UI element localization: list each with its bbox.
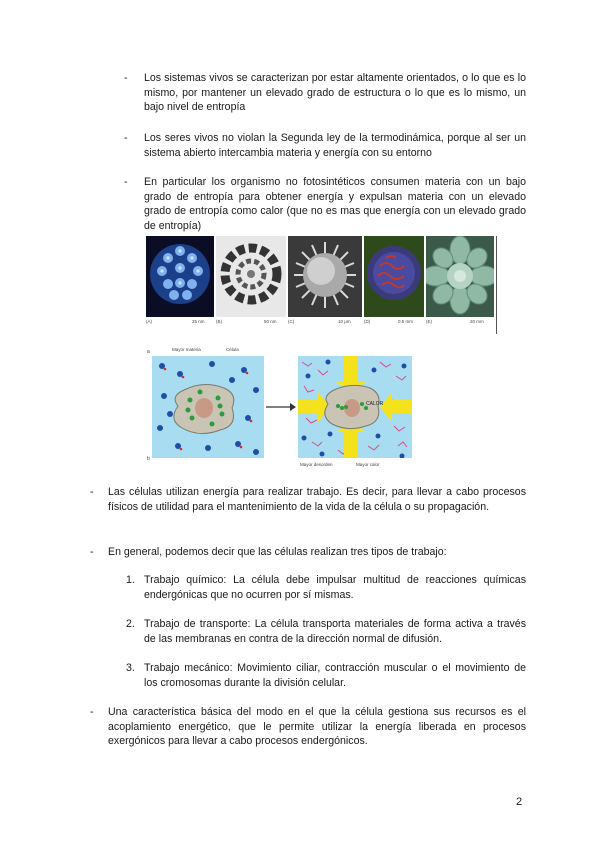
pollen-image bbox=[288, 236, 362, 317]
bullet-text-entropy: Los sistemas vivos se caracterizan por estar altamente orientados, o lo que es lo mismo, por mantener un elevado grado de estructura o lo que es lo mismo, un bajo nivel de entropía bbox=[144, 72, 526, 114]
virus-capsid-image bbox=[146, 236, 214, 317]
caption-letter: (E) bbox=[426, 319, 432, 324]
bullet-text-second-law: Los seres vivos no violan la Segunda ley de la termodinámica, porque al ser un sistema abierto intercambia materia y energía con su entorno bbox=[144, 132, 526, 159]
bullet-text-energy-coupling: Una característica básica del modo en el que la célula gestiona sus recursos es el acoplamiento energético, que le permite utilizar la energía liberada en procesos exergónicos para llevar a cabo procesos endergónicos. bbox=[108, 706, 526, 748]
bullet-dash: - bbox=[90, 706, 94, 718]
photo-pollen-grain bbox=[288, 236, 362, 317]
photo-ribosome-ring bbox=[216, 236, 286, 317]
bullet-text-three-work-types: En general, podemos decir que las células realizan tres tipos de trabajo: bbox=[108, 546, 447, 558]
bullet-dash: - bbox=[124, 176, 128, 188]
label-celula: Célula bbox=[226, 347, 239, 352]
bullet-dash: - bbox=[90, 546, 94, 558]
diagram-cell-after bbox=[298, 356, 412, 458]
figure-right-border bbox=[496, 236, 497, 334]
caption-letter: (C) bbox=[288, 319, 295, 324]
succulent-image bbox=[426, 236, 494, 317]
bullet-dash: - bbox=[90, 486, 94, 498]
diagram-label-b: b bbox=[147, 456, 150, 462]
bullet-dash: - bbox=[124, 132, 128, 144]
caption-letter: (B) bbox=[216, 319, 222, 324]
ring-structure-image bbox=[216, 236, 286, 317]
label-mayor-desorden: Mayor desorden bbox=[300, 462, 333, 467]
diagram-cell-before bbox=[152, 356, 264, 458]
caption-scale: 20 mm bbox=[470, 319, 484, 324]
list-item-chemical-work: Trabajo químico: La célula debe impulsar multitud de reacciones químicas endergónicas que no ocurren por sí mismas. bbox=[144, 574, 526, 601]
page-number: 2 bbox=[516, 796, 523, 808]
caption-letter: (A) bbox=[146, 319, 152, 324]
photo-stained-tissue bbox=[364, 236, 424, 317]
label-mayor-calor: Mayor calor bbox=[356, 462, 380, 467]
bullet-text-non-photosynthetic: En particular los organismo no fotosintéticos consumen materia con un bajo grado de entropía para obtener energía y expulsan materia con un elevado grado de entropía como calor (que no es mas que energía con un elevado grado de entropía) bbox=[144, 176, 526, 232]
list-item-mechanical-work: Trabajo mecánico: Movimiento ciliar, contracción muscular o el movimiento de los cromosomas durante la división celular. bbox=[144, 662, 526, 689]
photo-virus-capsid bbox=[146, 236, 214, 317]
caption-scale: 50 nm bbox=[264, 319, 277, 324]
diagram-label-a: a bbox=[147, 349, 150, 355]
list-number: 2. bbox=[126, 618, 135, 630]
list-number: 3. bbox=[126, 662, 135, 674]
caption-scale: 10 μm bbox=[338, 319, 351, 324]
tissue-section-image bbox=[364, 236, 424, 317]
bullet-dash: - bbox=[124, 72, 128, 84]
label-mayor-materia: Mayor materia bbox=[172, 347, 201, 352]
photo-succulent-rosette bbox=[426, 236, 494, 317]
list-item-transport-work: Trabajo de transporte: La célula transporta materiales de forma activa a través de las membranas en contra de la dirección normal de difusión. bbox=[144, 618, 526, 645]
caption-letter: (D) bbox=[364, 319, 371, 324]
caption-scale: 0.5 mm bbox=[398, 319, 414, 324]
bullet-text-energy-work: Las células utilizan energía para realizar trabajo. Es decir, para llevar a cabo procesos físicos de utilidad para el mantenimiento de la vida de la célula o su propagación. bbox=[108, 486, 526, 513]
label-calor: CALOR bbox=[366, 401, 384, 407]
arrow-right-icon bbox=[266, 402, 296, 412]
caption-scale: 25 nm bbox=[192, 319, 205, 324]
list-number: 1. bbox=[126, 574, 135, 586]
